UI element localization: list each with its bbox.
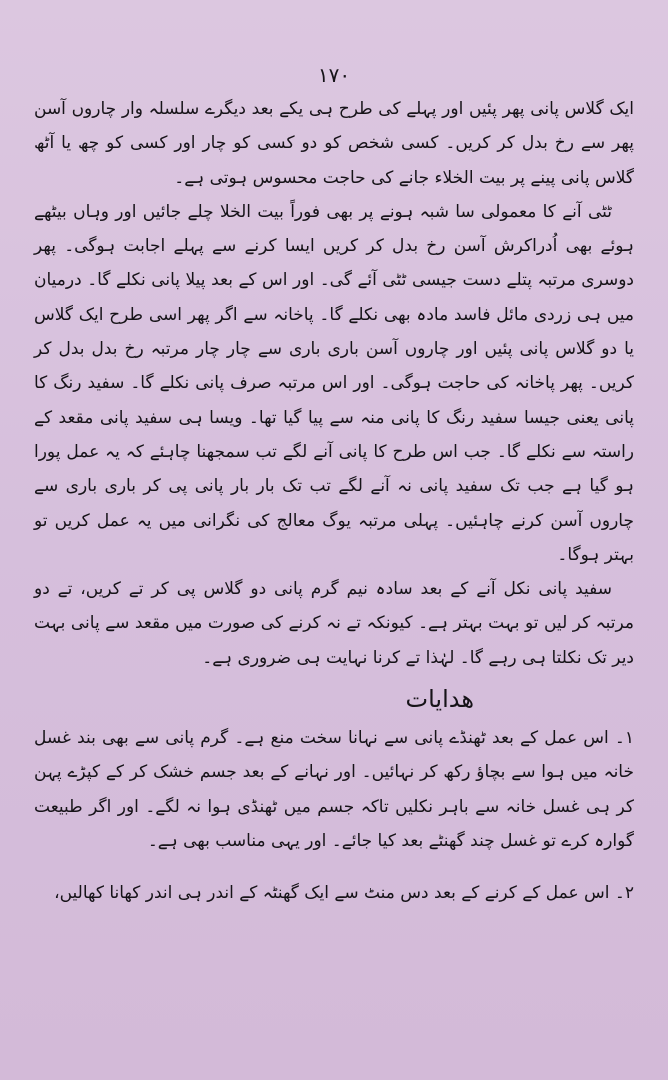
page-content (34, 92, 634, 910)
paragraph-vomiting: سفید پانی نکل آنے کے بعد سادہ نیم گرم پانی دو گلاس پی کر تے کریں، تے دو مرتبہ کر لیں تو بہت بہتر ہے۔ کیونکہ تے نہ کرنے کی صورت میں مقعد سے پانی بہت دیر تک نکلتا ہی رہے گا۔ لہٰذا تے کرنا نہایت ہی ضروری ہے۔ (34, 579, 634, 668)
spacer (34, 858, 634, 876)
instruction-item-1: ۱۔ اس عمل کے بعد ٹھنڈے پانی سے نہانا سخت منع ہے۔ گرم پانی سے بھی بند غسل خانہ میں ہوا سے بچاؤ رکھ کر نہائیں۔ اور نہانے کے بعد جسم خشک کر کے کپڑے پہن کر ہی غسل خانہ سے باہر نکلیں تاکہ جسم میں ٹھنڈی ہوا نہ لگے۔ اور اگر طبیعت گوارہ کرے تو غسل چند گھنٹے بعد کیا جائے۔ اور یہی مناسب بھی ہے۔ (34, 728, 634, 851)
page-number: ١٧٠ (317, 63, 351, 87)
section-heading-instructions: ھدایات (405, 685, 474, 714)
instruction-item-2: ۲۔ اس عمل کے کرنے کے بعد دس منٹ سے ایک گھنٹہ کے اندر ہی اندر کھانا کھالیں، (54, 883, 634, 904)
paragraph-bowel-process: ٹٹی آنے کا معمولی سا شبہ ہونے پر بھی فوراً بیت الخلا چلے جائیں اور وہاں بیٹھے ہوئے بھی اُدراکرش آسن رخ بدل کر کریں ایسا کرنے سے پہلے اجابت ہوگی۔ پھر دوسری مرتبہ پتلے دست جیسی ٹٹی آئے گی۔ اور اس کے بعد پیلا پانی نکلے گا۔ درمیان میں ہی زردی مائل فاسد مادہ بھی نکلے گا۔ پاخانہ سے اگر پھر اسی طرح ایک گلاس یا دو گلاس پانی پئیں اور چاروں آسن باری باری سے چار چار مرتبہ رخ بدل بدل کر کریں۔ پھر پاخانہ کی حاجت ہوگی۔ اور اس مرتبہ صرف پانی نکلے گا۔ سفید رنگ کا پانی یعنی جیسا سفید رنگ کا پانی منہ سے پیا گیا تھا۔ ویسا ہی سفید پانی مقعد کے راستہ سے نکلے گا۔ جب اس طرح کا پانی آنے لگے تب سمجھنا چاہئے کہ یہ عمل پورا ہو گیا ہے جب تک سفید پانی نہ آنے لگے تب تک بار بار پانی پی کر باری باری سے چاروں آسن کرنے چاہئیں۔ پہلی مرتبہ یوگ معالج کی نگرانی میں یہ عمل کریں تو بہتر ہوگا۔ (34, 201, 634, 565)
paragraph-water-asanas: ایک گلاس پانی پھر پئیں اور پہلے کی طرح ہی یکے بعد دیگرے سلسلہ وار چاروں آسن پھر سے رخ بدل کر کریں۔ کسی شخص کو دو کسی کو چار اور کسی کو چھ یا آٹھ گلاس پانی پینے پر بیت الخلاء جانے کی حاجت محسوس ہوتی ہے۔ (34, 99, 634, 188)
